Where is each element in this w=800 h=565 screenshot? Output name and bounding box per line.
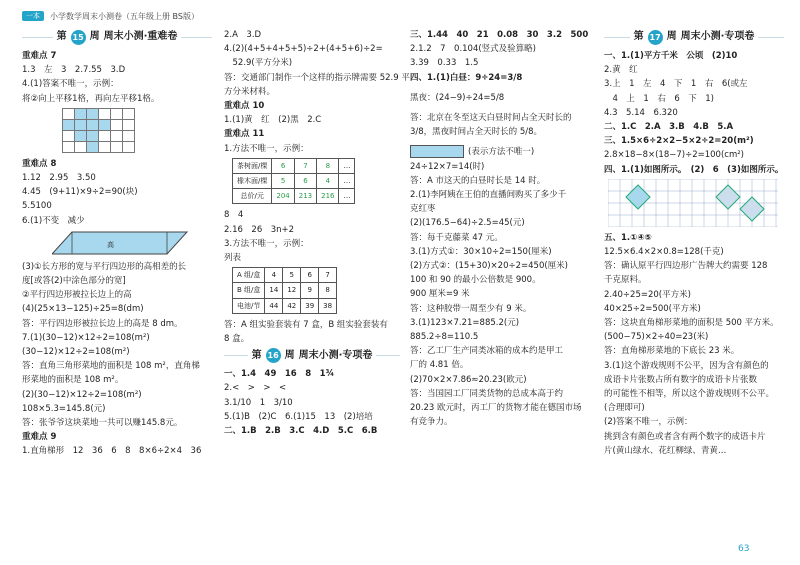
text-line: (30−12)×12÷2=108(m²) xyxy=(22,347,130,358)
text-line: 答：直角梯形菜地的下底长 23 米。 xyxy=(604,346,740,357)
text-line: 40×25÷2=500(平方米) xyxy=(604,303,701,314)
text-line: 2.8×18−8×(18−7)÷2=100(cm²) xyxy=(604,150,744,161)
section-header-16 xyxy=(224,348,400,363)
text-line: 黑夜：(24−9)÷24=5/8 xyxy=(410,92,505,103)
page-number: 63 xyxy=(738,544,750,554)
text-line: (2)(176.5−64)÷2.5=45(元) xyxy=(410,218,525,229)
series-logo: 一本 xyxy=(22,11,44,21)
text-line: 有竞争力。 xyxy=(410,417,453,428)
text-line: 100 和 90 的最小公倍数是 900。 xyxy=(410,275,541,286)
col2-block-a xyxy=(224,28,410,156)
col2-block-d xyxy=(224,367,400,438)
text-line: (500−75)×2÷40=23(米) xyxy=(604,332,709,343)
text-line: (4)(25×13−125)÷25=8(dm) xyxy=(22,304,144,315)
text-line: 1.3 左 3 2.7.55 3.D xyxy=(22,65,126,76)
text-line: 2.16 26 3n+2 xyxy=(224,224,295,235)
column-2 xyxy=(224,28,410,438)
table-cell: 4 xyxy=(317,174,339,189)
text-line: 2.黄 红 xyxy=(604,65,638,76)
text-line: 答：平行四边形被拉长边上的高是 8 dm。 xyxy=(22,318,183,329)
section-title: 周末小测·专项卷 xyxy=(680,31,755,43)
table-cell: 6 xyxy=(294,174,316,189)
daylight-bar xyxy=(410,145,464,158)
table-cell: … xyxy=(339,158,355,173)
text-line: 四、1.(1)如图所示。 (2) 6 (3)如图所示。 xyxy=(604,164,784,175)
text-line: 度[或答(2)中涂色部分的宽] xyxy=(22,276,126,287)
text-line: 900 厘米=9 米 xyxy=(410,289,470,300)
table-cell: 38 xyxy=(319,298,337,313)
week-prefix: 第 xyxy=(633,31,644,43)
text-line: (2)70×2×7.86≈20.23(欧元) xyxy=(410,374,527,385)
text-line: 2.< > > < xyxy=(224,383,287,394)
table-cell: 5 xyxy=(272,174,294,189)
table-cell: 213 xyxy=(294,189,316,204)
text-line: 一、1.4 49 16 8 1¾ xyxy=(224,369,335,380)
table-cell: B 组/盒 xyxy=(233,283,265,298)
section-title: 周末小测·重难卷 xyxy=(103,31,178,43)
text-line: 12.5×6.4×2×0.8=128(千克) xyxy=(604,247,724,258)
table-row xyxy=(233,283,337,298)
table-cell: 4 xyxy=(265,268,283,283)
week-suffix: 周 xyxy=(666,31,677,43)
week-prefix: 第 xyxy=(56,31,67,43)
parallelogram-svg xyxy=(52,230,192,256)
table-row xyxy=(233,268,337,283)
text-line: 重难点 11 xyxy=(224,129,265,140)
col2-block-c xyxy=(224,318,400,346)
table-cell: 电池/节 xyxy=(233,298,265,313)
text-line: 4 上 1 右 6 下 1) xyxy=(604,93,714,104)
text-line: 四、1.(1)白昼：9÷24=3/8 xyxy=(410,72,523,83)
text-line: (合理即可) xyxy=(604,403,645,414)
table-row xyxy=(233,298,337,313)
week-badge: 17 xyxy=(648,30,663,45)
text-line: 答：乙工厂生产同类冰箱的成本约是甲工 xyxy=(410,346,564,357)
text-line: 20.23 欧元时，丙工厂的货物才能在德国市场 xyxy=(410,403,582,414)
table-cell: 8 xyxy=(319,283,337,298)
table-cell: 5 xyxy=(283,268,301,283)
table-cell: 42 xyxy=(283,298,301,313)
text-line: 5.5100 xyxy=(22,201,52,212)
text-line: 4.45 (9+11)×9÷2=90(块) xyxy=(22,187,138,198)
col1-block-a xyxy=(22,49,212,106)
text-line: 答：当国园工厂同类货物的总成本高于约 xyxy=(410,388,564,399)
table1-body xyxy=(233,158,355,204)
table-cell: 7 xyxy=(319,268,337,283)
section-header-15 xyxy=(22,30,212,45)
text-line: 的可能性不相等，所以这个游戏规则不公平。 xyxy=(604,389,775,400)
text-line: 1.12 2.95 3.50 xyxy=(22,173,96,184)
text-line: 4.(2)(4+5+4+5+5)÷2+(4+5+6)÷2= xyxy=(224,44,383,55)
text-line: 答：这种胶带一周至少有 9 米。 xyxy=(410,303,532,314)
text-line: 答：A 组实验套装有 7 盒，B 组实验套装有 xyxy=(224,319,388,330)
text-line: 答：这块直角梯形菜地的面积是 500 平方米。 xyxy=(604,318,779,329)
text-line: 千克原料。 xyxy=(604,275,647,286)
table2-body xyxy=(233,268,337,314)
text-line: 厂的 4.81 倍。 xyxy=(410,360,469,371)
col3-block-b xyxy=(410,160,600,430)
text-line: 3.39 0.33 1.5 xyxy=(410,58,479,69)
col3-block-a xyxy=(410,28,600,145)
running-header xyxy=(22,10,199,22)
col1-block-b xyxy=(22,157,212,228)
grid-figure-svg xyxy=(608,179,778,227)
text-line: 重难点 10 xyxy=(224,101,265,112)
week-badge: 16 xyxy=(266,348,281,363)
week-badge: 15 xyxy=(71,30,86,45)
text-line: 挑到含有颜色或者含有两个数字的成语卡片 xyxy=(604,431,766,442)
column-4 xyxy=(604,28,784,458)
text-line: 五、1.①④⑤ xyxy=(604,232,652,243)
text-line: 方分米材料。 xyxy=(224,86,276,97)
week-suffix: 周 xyxy=(89,31,100,43)
text-line: 3.(1)123×7.21=885.2(元) xyxy=(410,317,520,328)
table-cell: 216 xyxy=(317,189,339,204)
text-line: 重难点 9 xyxy=(22,432,57,443)
text-line: 4.(1)答案不唯一，示例： xyxy=(22,79,119,90)
text-line: 52.9(平方分米) xyxy=(224,58,293,69)
tree-price-table xyxy=(232,158,355,205)
table-cell: 总价/元 xyxy=(233,189,272,204)
table-cell: 14 xyxy=(265,283,283,298)
text-line: 3.上 1 左 4 下 1 右 6(或左 xyxy=(604,79,748,90)
table-cell: 39 xyxy=(301,298,319,313)
table-cell: 茶树面/棵 xyxy=(233,158,272,173)
text-line: 2.40÷25=20(平方米) xyxy=(604,289,691,300)
text-line: 2.A 3.D xyxy=(224,30,262,40)
table-cell: 橡木面/棵 xyxy=(233,174,272,189)
text-line: 克红枣 xyxy=(410,204,436,215)
column-3 xyxy=(410,28,600,429)
text-line: 二、1.C 2.A 3.B 4.B 5.A xyxy=(604,122,734,133)
week-prefix: 第 xyxy=(251,349,262,361)
text-line: 1.(1)黄 红 (2)黑 2.C xyxy=(224,115,322,126)
section-header-17 xyxy=(604,30,784,45)
text-line: 4.3 5.14 6.320 xyxy=(604,107,678,118)
text-line: 答：直角三角形菜地的面积是 108 m²，直角梯 xyxy=(22,361,200,372)
text-line: 答：每千克藤菜 47 元。 xyxy=(410,232,503,243)
table-cell: A 组/盒 xyxy=(233,268,265,283)
table-cell: … xyxy=(339,174,355,189)
text-line: 重难点 8 xyxy=(22,158,57,169)
text-line: 三、1.44 40 21 0.08 30 3.2 500 xyxy=(410,30,589,40)
height-label: 高 xyxy=(107,240,114,249)
text-line: (2)(30−12)×12÷2=108(m²) xyxy=(22,389,142,400)
text-line: (2)答案不唯一，示例： xyxy=(604,417,693,428)
text-line: 108×5.3=145.8(元) xyxy=(22,403,106,414)
table-cell: 44 xyxy=(265,298,283,313)
col4-block-b xyxy=(604,231,784,458)
text-line: 3.(1)这个游戏规则不公平，因为含有颜色的 xyxy=(604,360,769,371)
text-line: 成语卡片张数占所有数字的成语卡片张数 xyxy=(604,374,758,385)
section-title: 周末小测·专项卷 xyxy=(298,349,373,361)
text-line: 24÷12×7=14(时) xyxy=(410,161,485,172)
text-line: 一、1.(1)平方千米 公顷 (2)10 xyxy=(604,51,738,61)
translation-grid-figure xyxy=(62,108,135,153)
text-line: 5.(1)B (2)C 6.(1)15 13 (2)培培 xyxy=(224,411,373,422)
text-line: 8 4 xyxy=(224,210,244,221)
table-row xyxy=(233,158,355,173)
daylight-bar-line xyxy=(410,145,600,159)
table-cell: … xyxy=(339,189,355,204)
text-line: 答：张爷爷这块菜地一共可以赚145.8元。 xyxy=(22,418,183,429)
text-line: (3)①长方形的宽与平行四边形的高相差的长 xyxy=(22,261,187,272)
text-line: 将②向上平移1格，再向左平移1格。 xyxy=(22,93,160,104)
text-line: 1.直角梯形 12 36 6 8 8×6÷2×4 36 xyxy=(22,446,202,457)
table-row xyxy=(233,174,355,189)
week-suffix: 周 xyxy=(284,349,295,361)
table-cell: 6 xyxy=(272,158,294,173)
text-line: 答：确认原平行四边形广告牌大约需要 128 xyxy=(604,261,768,272)
column-1 xyxy=(22,28,212,459)
text-line: ②平行四边形被拉长边上的高 xyxy=(22,290,132,301)
text-line: 答：A 市这天的白昼时长是 14 时。 xyxy=(410,175,546,186)
text-line: 3.1/10 1 3/10 xyxy=(224,397,293,408)
parallelogram-figure xyxy=(52,230,212,256)
col1-block-c xyxy=(22,260,212,459)
table-row xyxy=(233,189,355,204)
square-grid-figure xyxy=(608,179,784,227)
text-line: (2)方式②：(15+30)×20÷2=450(厘米) xyxy=(410,261,568,272)
text-line: 形菜地的面积是 108 m²。 xyxy=(22,375,124,386)
text-line: 3.方法不唯一，示例： xyxy=(224,238,309,249)
col2-block-b xyxy=(224,208,400,265)
text-line: 3.(1)方式①：30×10÷2=150(厘米) xyxy=(410,246,552,257)
text-line: 8 盒。 xyxy=(224,334,250,345)
battery-kit-table xyxy=(232,267,337,314)
table-cell: 8 xyxy=(317,158,339,173)
text-line: 7.(1)(30−12)×12÷2=108(m²) xyxy=(22,332,150,343)
text-line: 二、1.B 2.B 3.C 4.D 5.C 6.B xyxy=(224,426,378,437)
text-line: 2.(1)李阿姨在王伯的直播间购买了多少千 xyxy=(410,190,567,201)
text-line: 列表 xyxy=(224,253,242,264)
text-line: 三、1.5×6÷2×2−5×2÷2=20(m²) xyxy=(604,136,754,147)
text-line: 片(黄山绿水、花红柳绿、青黄… xyxy=(604,445,727,456)
text-line: 3/8，黑夜时间占全天时长的 5/8。 xyxy=(410,127,543,138)
daylight-note: (表示方法不唯一) xyxy=(468,147,535,158)
table-cell: 6 xyxy=(301,268,319,283)
table-cell: 204 xyxy=(272,189,294,204)
text-line: 6.(1)不变 减少 xyxy=(22,215,85,226)
text-line: 1.方法不唯一，示例： xyxy=(224,143,309,154)
text-line: 答：交通部门制作一个这样的指示牌需要 52.9 平 xyxy=(224,72,410,83)
table-cell: 7 xyxy=(294,158,316,173)
table-cell: 12 xyxy=(283,283,301,298)
text-line: 2.1.2 7 0.104(竖式及验算略) xyxy=(410,44,537,55)
text-line: 重难点 7 xyxy=(22,51,57,61)
running-title: 小学数学周末小测卷（五年级上册 BS版） xyxy=(50,11,199,21)
text-line: 885.2÷8=110.5 xyxy=(410,332,479,343)
col4-block-a xyxy=(604,49,784,177)
table-cell: 9 xyxy=(301,283,319,298)
text-line: 答：北京在冬至这天白昼时间占全天时长的 xyxy=(410,113,572,124)
